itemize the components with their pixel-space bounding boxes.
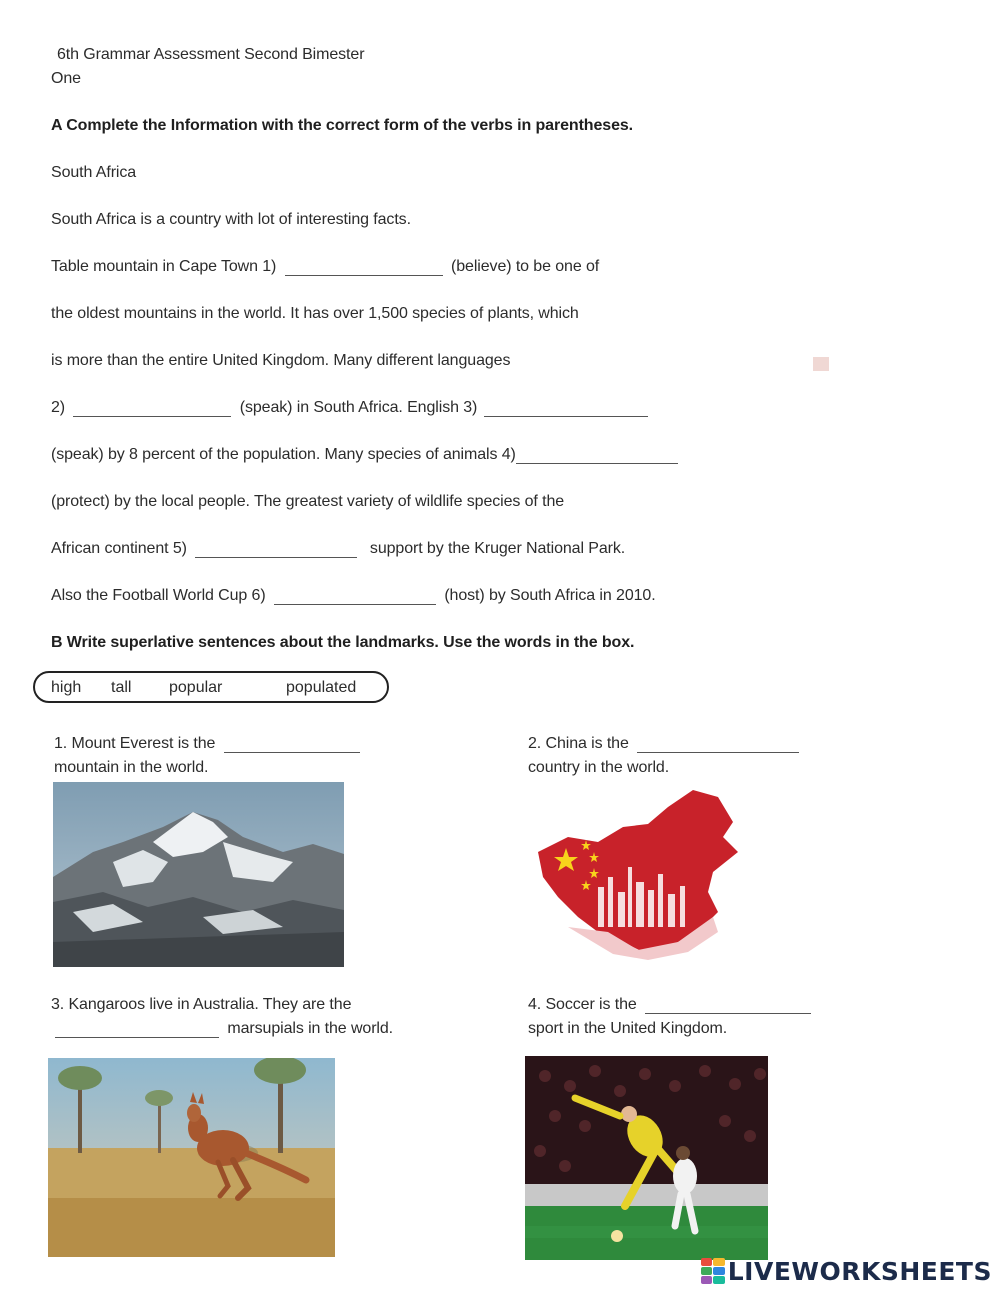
answer-blank-2[interactable] [73,401,231,417]
line-6-text-a: (speak) by 8 percent of the population. Many species of animals 4) [51,446,516,463]
paragraph-line-4: is more than the entire United Kingdom. Many different languages [51,352,511,369]
line-5-text-a: 2) [51,399,66,416]
answer-blank-6[interactable] [274,589,436,605]
soccer-photo [525,1056,768,1260]
answer-blank-1[interactable] [285,260,443,276]
paragraph-line-8 [51,540,625,558]
answer-blank-3[interactable] [484,401,648,417]
line-9-text-b: (host) by South Africa in 2010. [444,587,656,604]
line-2-text-a: Table mountain in Cape Town 1) [51,258,277,275]
section-b-heading: B Write superlative sentences about the landmarks. Use the words in the box. [51,634,635,651]
question-4-line-1 [528,996,815,1014]
paragraph-line-9 [51,587,656,605]
liveworksheets-logo-icon [701,1258,725,1284]
section-a-heading: A Complete the Information with the correct form of the verbs in parentheses. [51,117,634,134]
question-1-text: 1. Mount Everest is the [54,735,216,752]
paragraph-line-3: the oldest mountains in the world. It has over 1,500 species of plants, which [51,305,579,322]
answer-blank-5[interactable] [195,542,357,558]
kangaroo-photo [48,1058,335,1257]
word-tall: tall [111,679,132,696]
question-4-line-2: sport in the United Kingdom. [528,1020,728,1037]
decorative-mark [813,357,829,371]
answer-blank-4[interactable] [516,448,678,464]
worksheet-subtitle: One [51,70,81,87]
answer-blank-b3[interactable] [55,1022,219,1038]
china-map-image [528,782,746,967]
answer-blank-b4[interactable] [645,998,811,1014]
kangaroo-image [48,1058,335,1257]
worksheet-title: 6th Grammar Assessment Second Bimester [57,46,365,63]
liveworksheets-logo[interactable] [701,1256,992,1286]
line-8-text-a: African continent 5) [51,540,187,557]
answer-blank-b2[interactable] [637,737,799,753]
mountain-photo [53,782,344,967]
paragraph-line-6 [51,446,682,464]
paragraph-line-2 [51,258,599,276]
question-4-text: 4. Soccer is the [528,996,637,1013]
line-8-text-b: support by the Kruger National Park. [369,540,626,557]
line-5-text-b: (speak) in South Africa. English 3) [239,399,478,416]
line-9-text-a: Also the Football World Cup 6) [51,587,266,604]
paragraph-line-5 [51,399,652,417]
paragraph-line-7: (protect) by the local people. The greatest variety of wildlife species of the [51,493,565,510]
question-1-line-1 [54,735,364,753]
question-2-line-1 [528,735,803,753]
paragraph-line-1: South Africa is a country with lot of interesting facts. [51,211,411,228]
question-1-line-2: mountain in the world. [54,759,209,776]
section-a-topic: South Africa [51,164,137,181]
answer-blank-b1[interactable] [224,737,360,753]
word-popular: popular [169,679,223,696]
word-populated: populated [286,679,357,696]
line-2-text-b: (believe) to be one of [451,258,600,275]
question-3-line-1: 3. Kangaroos live in Australia. They are the [51,996,352,1013]
question-3-text: marsupials in the world. [227,1020,394,1037]
question-3-line-2 [51,1020,393,1038]
word-high: high [51,679,82,696]
soccer-image [525,1056,768,1260]
question-2-line-2: country in the world. [528,759,670,776]
china-map [528,782,746,967]
logo-text: LIVEWORKSHEETS [727,1256,992,1286]
word-box [33,671,389,703]
mountain-image [53,782,344,967]
question-2-text: 2. China is the [528,735,629,752]
